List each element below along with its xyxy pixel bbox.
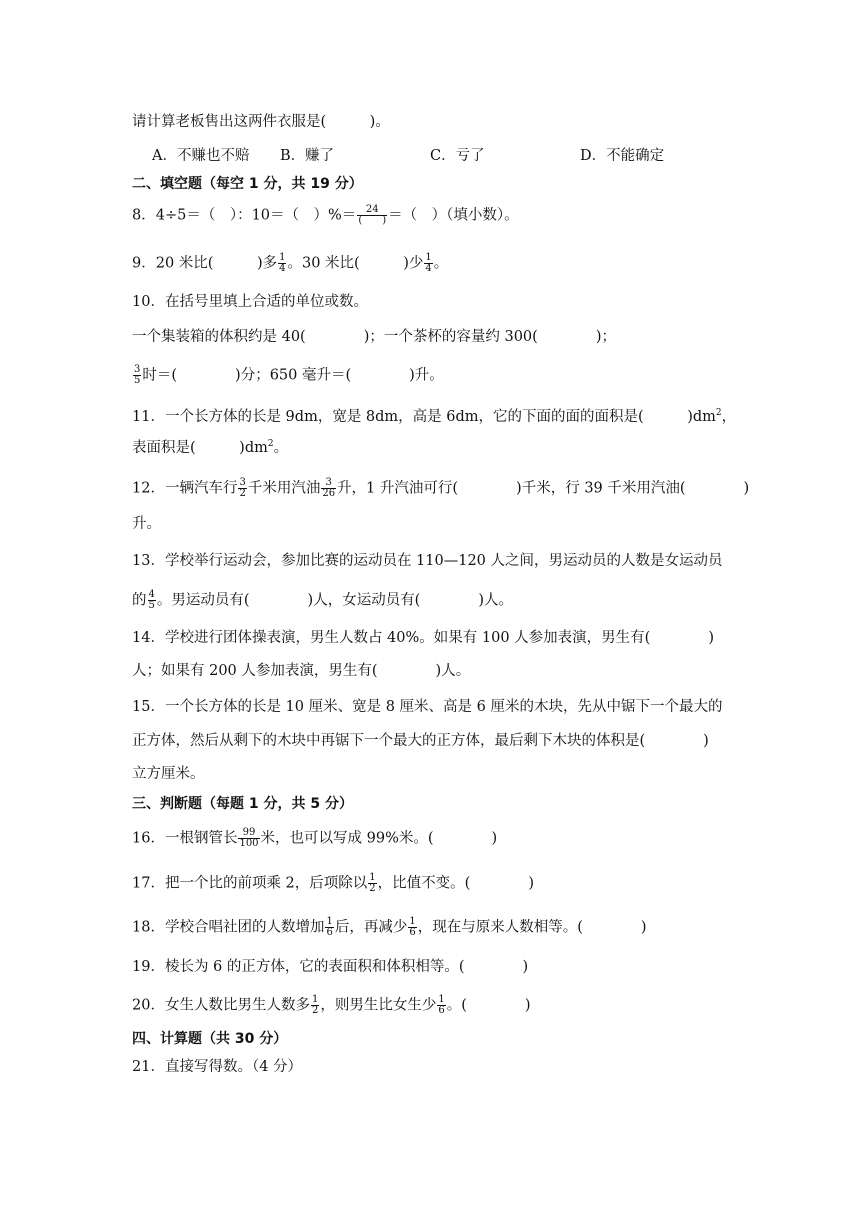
q16-f-num: 99 bbox=[238, 828, 259, 839]
q17-f-num: 1 bbox=[369, 872, 376, 883]
q12-fraction-2 bbox=[321, 478, 336, 499]
q13-part-b: 。男运动员有( )人，女运动员有( )人。 bbox=[156, 592, 514, 609]
q20-f1-num: 1 bbox=[311, 994, 319, 1005]
option-d[interactable]: D．不能确定 bbox=[580, 148, 665, 164]
q17-fraction bbox=[368, 873, 376, 894]
q20-part-a: 20．女生人数比男生人数多 bbox=[132, 997, 310, 1014]
q18-part-c: ，现在与原来人数相等。( ) bbox=[417, 919, 647, 936]
option-b[interactable]: B．赚了 bbox=[280, 148, 335, 164]
q19: 19．棱长为 6 的正方体，它的表面积和体积相等。( ) bbox=[132, 959, 529, 975]
q11-sup-2: 2 bbox=[267, 439, 274, 450]
q7-tail: 请计算老板售出这两件衣服是( )。 bbox=[132, 114, 390, 130]
q10-f-den: 5 bbox=[134, 375, 141, 386]
q11-line1b: ， bbox=[721, 409, 737, 425]
q20-fraction-2 bbox=[437, 995, 445, 1016]
q16-part-a: 16．一根钢管长 bbox=[132, 830, 238, 847]
q13-part-a: 的 bbox=[132, 592, 147, 609]
q10-line1: 一个集装箱的体积约是 40( )；一个茶杯的容量约 300( )； bbox=[132, 329, 616, 345]
q20-part-b: ，则男生比女生少 bbox=[320, 997, 437, 1014]
q18-fraction-1 bbox=[325, 917, 333, 938]
q12-f1-num: 3 bbox=[239, 477, 246, 488]
q7-options bbox=[152, 146, 665, 166]
q16-fraction bbox=[238, 828, 259, 849]
q11-line2 bbox=[132, 438, 288, 458]
q8-part-a: 8．4÷5＝（ ）：10＝（ ）%＝ bbox=[132, 207, 357, 224]
q20-part-c: 。( ) bbox=[446, 997, 531, 1014]
q20-f2-den: 6 bbox=[438, 1005, 445, 1016]
q18-fraction-2 bbox=[408, 917, 416, 938]
q12-line1 bbox=[132, 478, 749, 499]
q20-f2-num: 1 bbox=[438, 994, 445, 1005]
q12-part-b: 千米用汽油 bbox=[247, 480, 321, 497]
q17 bbox=[132, 873, 534, 894]
q8-fraction bbox=[357, 205, 387, 226]
option-c[interactable]: C．亏了 bbox=[430, 148, 485, 164]
q13-line1: 13．学校举行运动会，参加比赛的运动员在 110—120 人之间，男运动员的人数是女运动员 bbox=[132, 553, 723, 569]
q18-part-a: 18．学校合唱社团的人数增加 bbox=[132, 919, 325, 936]
q9-f2-num: 1 bbox=[425, 252, 432, 263]
q8-frac-den: ( ) bbox=[358, 215, 387, 226]
q8-frac-num: 24 bbox=[357, 205, 387, 216]
q20-f1-den: 2 bbox=[311, 1005, 319, 1016]
option-a[interactable]: A．不赚也不赔 bbox=[152, 148, 250, 164]
q12-f2-num: 3 bbox=[321, 478, 336, 489]
q18-f1-num: 1 bbox=[326, 916, 333, 927]
q16-f-den: 100 bbox=[239, 838, 259, 849]
section4-title: 四、计算题（共 30 分） bbox=[132, 1031, 288, 1047]
q11-line1 bbox=[132, 407, 736, 427]
q13-line2 bbox=[132, 590, 513, 611]
q10-line2-text: 时＝( )分；650 毫升＝( )升。 bbox=[142, 367, 444, 384]
q13-f-num: 4 bbox=[148, 589, 155, 600]
q20-fraction-1 bbox=[311, 995, 319, 1016]
q16-part-b: 米，也可以写成 99%米。( ) bbox=[260, 830, 498, 847]
q12-fraction-1 bbox=[238, 478, 246, 499]
q9-f1-num: 1 bbox=[279, 252, 286, 263]
q9-f2-den: 4 bbox=[425, 263, 432, 274]
section3-title: 三、判断题（每题 1 分，共 5 分） bbox=[132, 796, 353, 812]
q11-line2b: 。 bbox=[273, 440, 289, 456]
q17-part-a: 17．把一个比的前项乘 2，后项除以 bbox=[132, 875, 368, 892]
q8 bbox=[132, 205, 519, 226]
q20 bbox=[132, 995, 531, 1016]
q12-f1-den: 2 bbox=[239, 488, 246, 499]
q16 bbox=[132, 828, 497, 849]
q15-line3: 立方厘米。 bbox=[132, 766, 205, 782]
q11-line2a: 表面积是( )dm bbox=[132, 440, 268, 456]
q9 bbox=[132, 253, 448, 274]
q9-part-c: 。 bbox=[433, 255, 449, 272]
q18-f2-num: 1 bbox=[409, 916, 416, 927]
q14-line1: 14．学校进行团体操表演，男生人数占 40%。如果有 100 人参加表演，男生有( ) bbox=[132, 630, 714, 646]
q15-line2: 正方体，然后从剩下的木块中再锯下一个最大的正方体，最后剩下木块的体积是( ) bbox=[132, 733, 709, 749]
q17-f-den: 2 bbox=[369, 883, 376, 894]
q14-line2: 人；如果有 200 人参加表演，男生有( )人。 bbox=[132, 663, 471, 679]
q18-part-b: 后，再减少 bbox=[334, 919, 408, 936]
q13-f-den: 5 bbox=[148, 600, 155, 611]
q21: 21．直接写得数。（4 分） bbox=[132, 1059, 303, 1075]
q17-part-b: ，比值不变。( ) bbox=[377, 875, 534, 892]
q12-line2: 升。 bbox=[132, 516, 161, 532]
q13-fraction bbox=[148, 590, 156, 611]
q9-part-b: 。30 米比( )少 bbox=[287, 255, 424, 272]
q11-sup-1: 2 bbox=[715, 408, 722, 419]
q9-fraction-2 bbox=[424, 253, 432, 274]
q12-part-c: 升，1 升汽油可行( )千米，行 39 千米用汽油( ) bbox=[337, 480, 750, 497]
q9-fraction-1 bbox=[278, 253, 286, 274]
q18 bbox=[132, 917, 647, 938]
q12-f2-den: 26 bbox=[322, 488, 336, 499]
q10-f-num: 3 bbox=[134, 364, 141, 375]
q12-part-a: 12．一辆汽车行 bbox=[132, 480, 238, 497]
q10-stem: 10．在括号里填上合适的单位或数。 bbox=[132, 294, 368, 310]
q9-part-a: 9．20 米比( )多 bbox=[132, 255, 278, 272]
q10-line2 bbox=[132, 365, 444, 386]
q8-part-b: ＝（ ）（填小数）。 bbox=[388, 207, 519, 224]
q9-f1-den: 4 bbox=[279, 263, 286, 274]
q11-line1a: 11．一个长方体的长是 9dm，宽是 8dm，高是 6dm，它的下面的面的面积是( )dm bbox=[132, 409, 716, 425]
q15-line1: 15．一个长方体的长是 10 厘米、宽是 8 厘米、高是 6 厘米的木块，先从中锯下一个最大的 bbox=[132, 699, 723, 715]
q18-f2-den: 6 bbox=[409, 927, 416, 938]
q18-f1-den: 6 bbox=[326, 927, 333, 938]
section2-title: 二、填空题（每空 1 分，共 19 分） bbox=[132, 176, 363, 192]
q10-fraction bbox=[133, 365, 141, 386]
